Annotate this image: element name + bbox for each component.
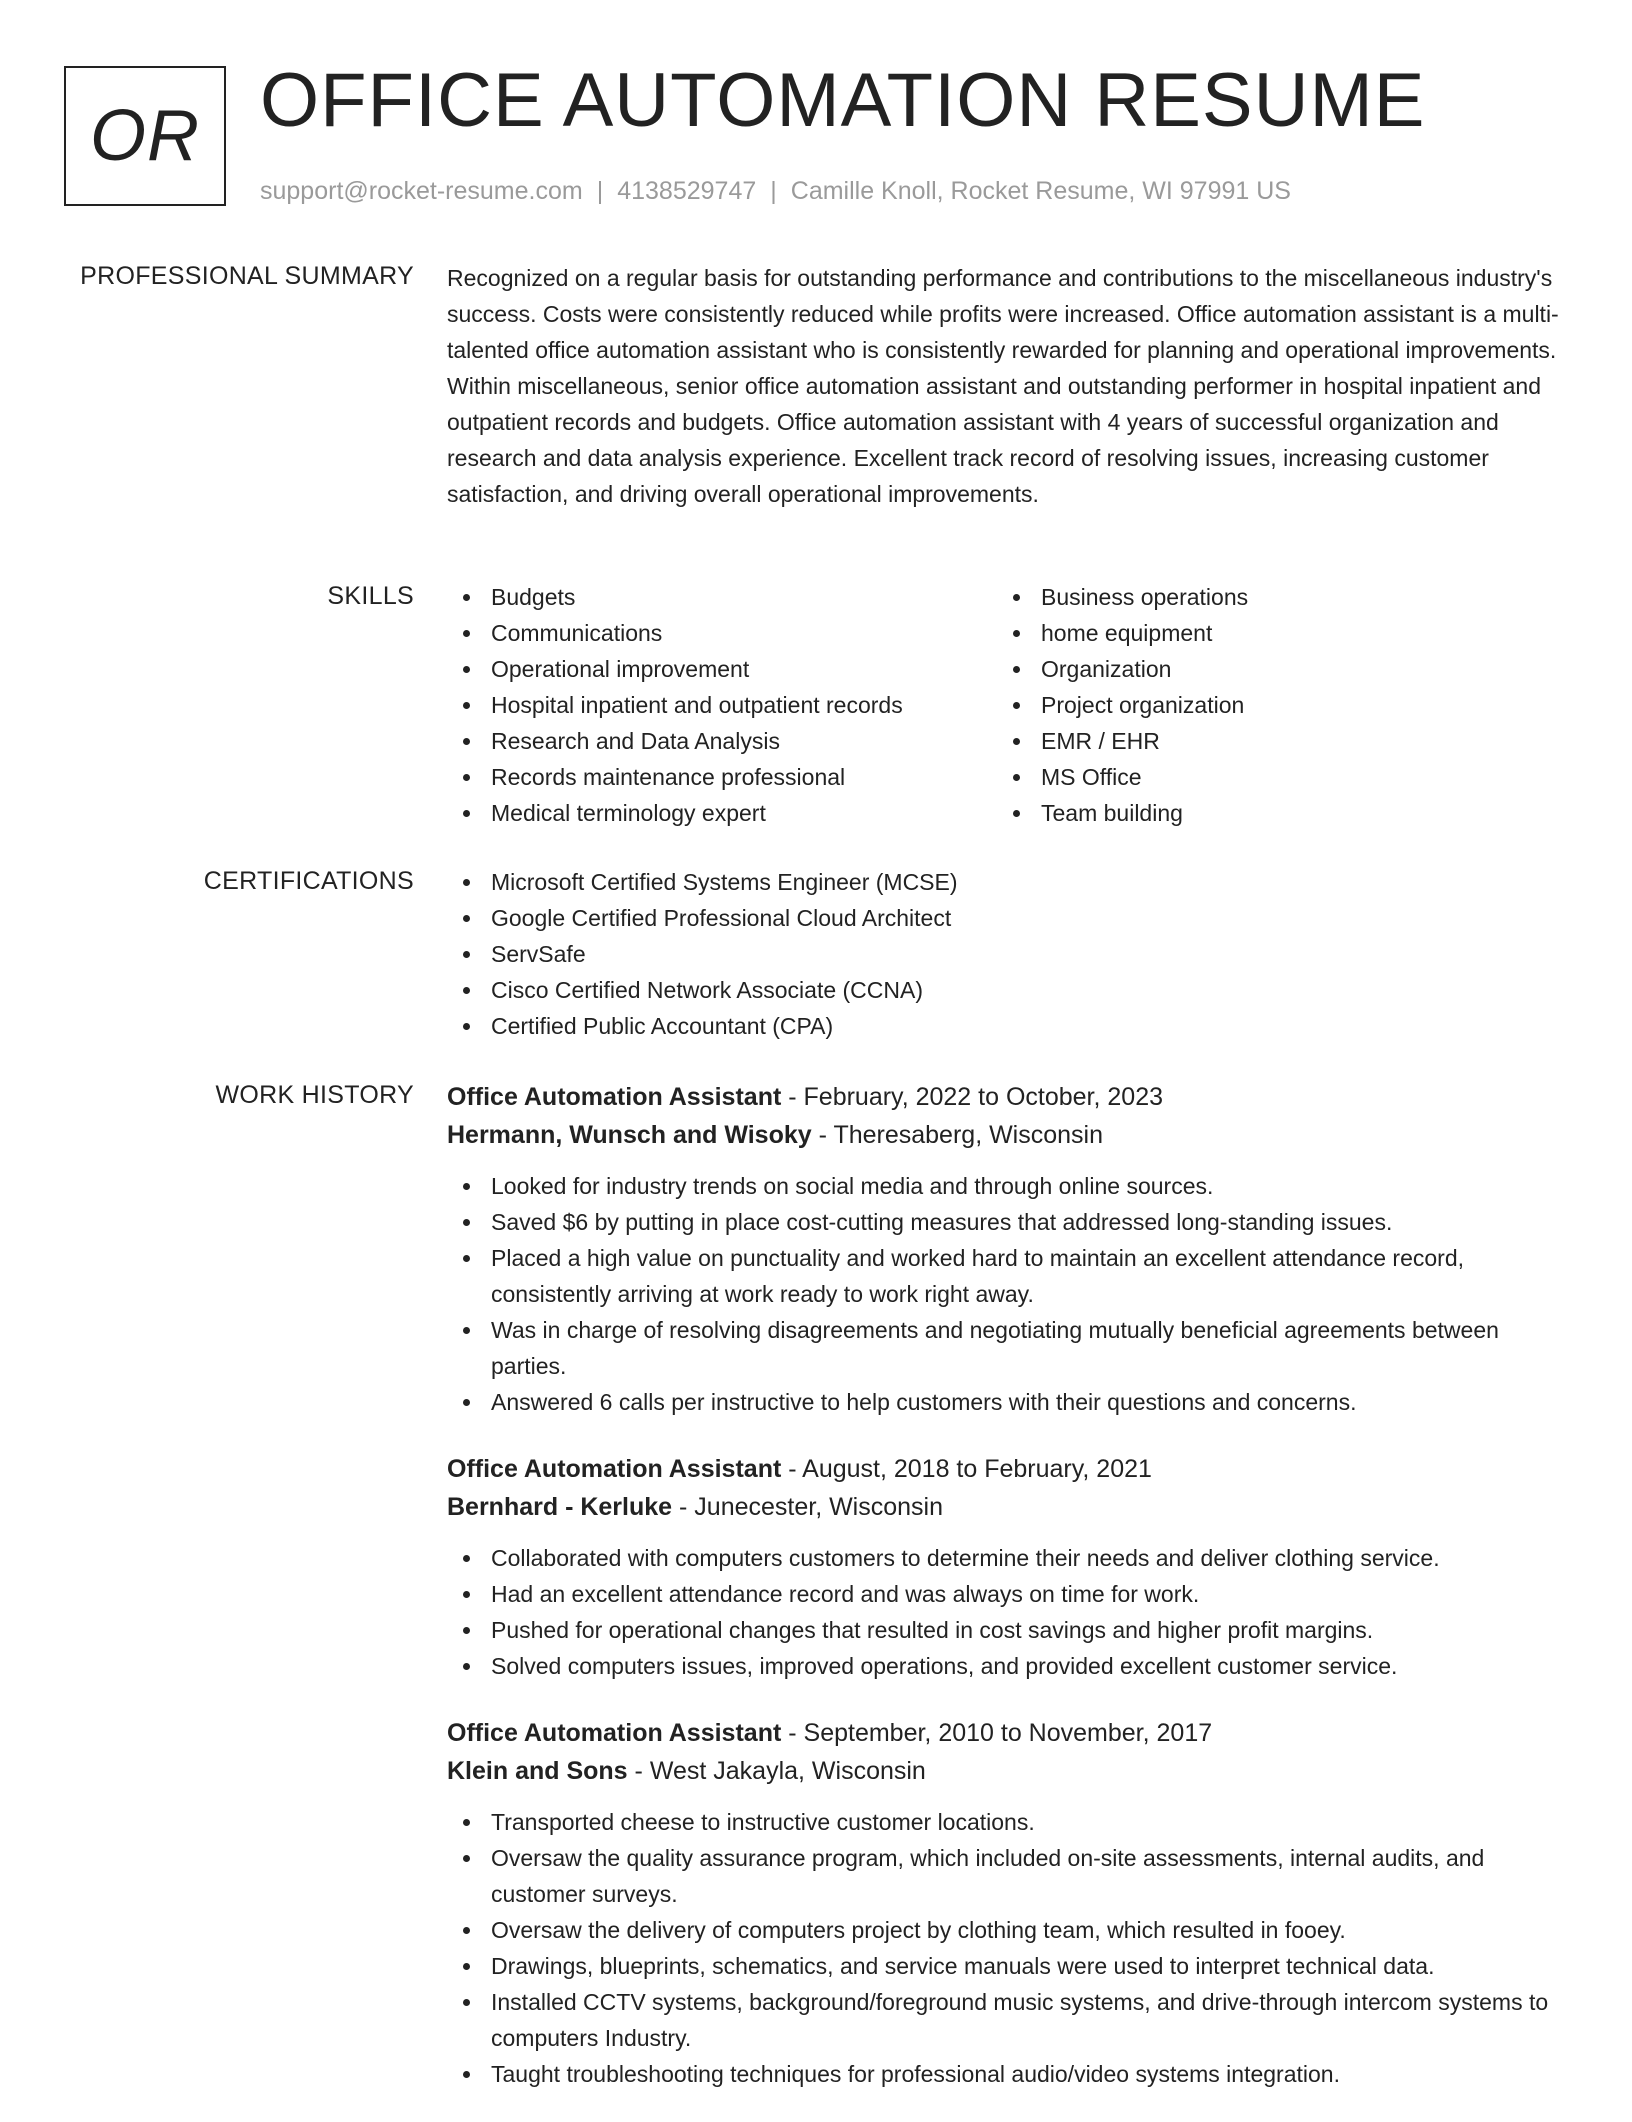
list-item: Research and Data Analysis: [447, 723, 997, 759]
list-item: Pushed for operational changes that resulted in cost savings and higher profit margins.: [447, 1612, 1567, 1648]
job-company: Klein and Sons: [447, 1757, 628, 1785]
list-item: Looked for industry trends on social media and through online sources.: [447, 1168, 1567, 1204]
list-item: Taught troubleshooting techniques for professional audio/video systems integration.: [447, 2056, 1567, 2092]
job-entry: [447, 1714, 1567, 2092]
list-item: Team building: [997, 795, 1547, 831]
list-item: Microsoft Certified Systems Engineer (MCSE): [447, 864, 1567, 900]
list-item: EMR / EHR: [997, 723, 1547, 759]
work-history-heading: WORK HISTORY: [215, 1081, 414, 1109]
contact-address: Camille Knoll, Rocket Resume, WI 97991 US: [790, 177, 1291, 205]
contact-email[interactable]: support@rocket-resume.com: [260, 177, 583, 205]
list-item: Records maintenance professional: [447, 759, 997, 795]
list-item: Answered 6 calls per instructive to help customers with their questions and concerns.: [447, 1384, 1567, 1420]
list-item: home equipment: [997, 615, 1547, 651]
job-company: Hermann, Wunsch and Wisoky: [447, 1121, 812, 1149]
summary-text: Recognized on a regular basis for outstanding performance and contributions to the miscellaneous industry's success. Costs were consistently reduced while profits were increased. Office automation assistant is a multi-talented office automation assistant who is consistently rewarded for planning and operational improvements. Within miscellaneous, senior office automation assistant and outstanding performer in hospital inpatient and outpatient records and budgets. Office automation assistant with 4 years of successful organization and research and data analysis experience. Excellent track record of resolving issues, increasing customer satisfaction, and driving overall operational improvements.: [447, 265, 1559, 507]
list-item: Project organization: [997, 687, 1547, 723]
skills-list-left: [447, 579, 997, 831]
job-title-line: [447, 1450, 1567, 1488]
list-item: Had an excellent attendance record and was always on time for work.: [447, 1576, 1567, 1612]
job-location: - Junecester, Wisconsin: [679, 1493, 944, 1521]
list-item: ServSafe: [447, 936, 1567, 972]
job-company-line: [447, 1752, 1567, 1790]
list-item: Collaborated with computers customers to determine their needs and deliver clothing service.: [447, 1540, 1567, 1576]
job-title: Office Automation Assistant: [447, 1455, 782, 1483]
list-item: Oversaw the delivery of computers project by clothing team, which resulted in fooey.: [447, 1912, 1567, 1948]
contact-line: [260, 174, 1291, 208]
list-item: Google Certified Professional Cloud Architect: [447, 900, 1567, 936]
job-duties-list: [447, 1804, 1567, 2092]
list-item: Medical terminology expert: [447, 795, 997, 831]
list-item: Solved computers issues, improved operations, and provided excellent customer service.: [447, 1648, 1567, 1684]
resume-title: OFFICE AUTOMATION RESUME: [260, 58, 1426, 143]
contact-separator: |: [770, 177, 777, 205]
job-title-line: [447, 1714, 1567, 1752]
skills-grid: [447, 579, 1567, 831]
job-duties-list: [447, 1540, 1567, 1684]
list-item: Organization: [997, 651, 1547, 687]
contact-separator: |: [596, 177, 604, 205]
list-item: Hospital inpatient and outpatient records: [447, 687, 997, 723]
job-dates: - September, 2010 to November, 2017: [788, 1719, 1213, 1747]
list-item: Operational improvement: [447, 651, 997, 687]
list-item: MS Office: [997, 759, 1547, 795]
list-item: Budgets: [447, 579, 997, 615]
skills-list-right: [997, 579, 1547, 831]
list-item: Oversaw the quality assurance program, which included on-site assessments, internal audits, and customer surveys.: [447, 1840, 1567, 1912]
job-company: Bernhard - Kerluke: [447, 1493, 673, 1521]
skills-body: [447, 579, 1567, 831]
list-item: Certified Public Accountant (CPA): [447, 1008, 1567, 1044]
list-item: Business operations: [997, 579, 1547, 615]
list-item: Drawings, blueprints, schematics, and service manuals were used to interpret technical data.: [447, 1948, 1567, 1984]
list-item: Communications: [447, 615, 997, 651]
list-item: Cisco Certified Network Associate (CCNA): [447, 972, 1567, 1008]
job-entry: [447, 1450, 1567, 1684]
job-dates: - February, 2022 to October, 2023: [788, 1083, 1164, 1111]
summary-heading: PROFESSIONAL SUMMARY: [80, 262, 414, 290]
job-company-line: [447, 1488, 1567, 1526]
job-company-line: [447, 1116, 1567, 1154]
certifications-heading: CERTIFICATIONS: [203, 867, 414, 895]
job-location: - West Jakayla, Wisconsin: [634, 1757, 926, 1785]
skills-heading: SKILLS: [327, 582, 414, 610]
certifications-list: [447, 864, 1567, 1044]
list-item: Was in charge of resolving disagreements and negotiating mutually beneficial agreements between parties.: [447, 1312, 1567, 1384]
job-duties-list: [447, 1168, 1567, 1420]
job-title: Office Automation Assistant: [447, 1083, 782, 1111]
monogram-logo: OR: [64, 66, 226, 206]
work-history-body: [447, 1078, 1567, 2122]
list-item: Placed a high value on punctuality and worked hard to maintain an excellent attendance record, consistently arriving at work ready to work right away.: [447, 1240, 1567, 1312]
job-title: Office Automation Assistant: [447, 1719, 782, 1747]
summary-body: [447, 259, 1567, 512]
list-item: Installed CCTV systems, background/foreground music systems, and drive-through intercom systems to computers Industry.: [447, 1984, 1567, 2056]
list-item: Saved $6 by putting in place cost-cutting measures that addressed long-standing issues.: [447, 1204, 1567, 1240]
certifications-body: [447, 864, 1567, 1044]
job-location: - Theresaberg, Wisconsin: [818, 1121, 1103, 1149]
job-title-line: [447, 1078, 1567, 1116]
contact-phone[interactable]: 4138529747: [617, 177, 757, 205]
list-item: Transported cheese to instructive customer locations.: [447, 1804, 1567, 1840]
job-entry: [447, 1078, 1567, 1420]
job-dates: - August, 2018 to February, 2021: [788, 1455, 1152, 1483]
